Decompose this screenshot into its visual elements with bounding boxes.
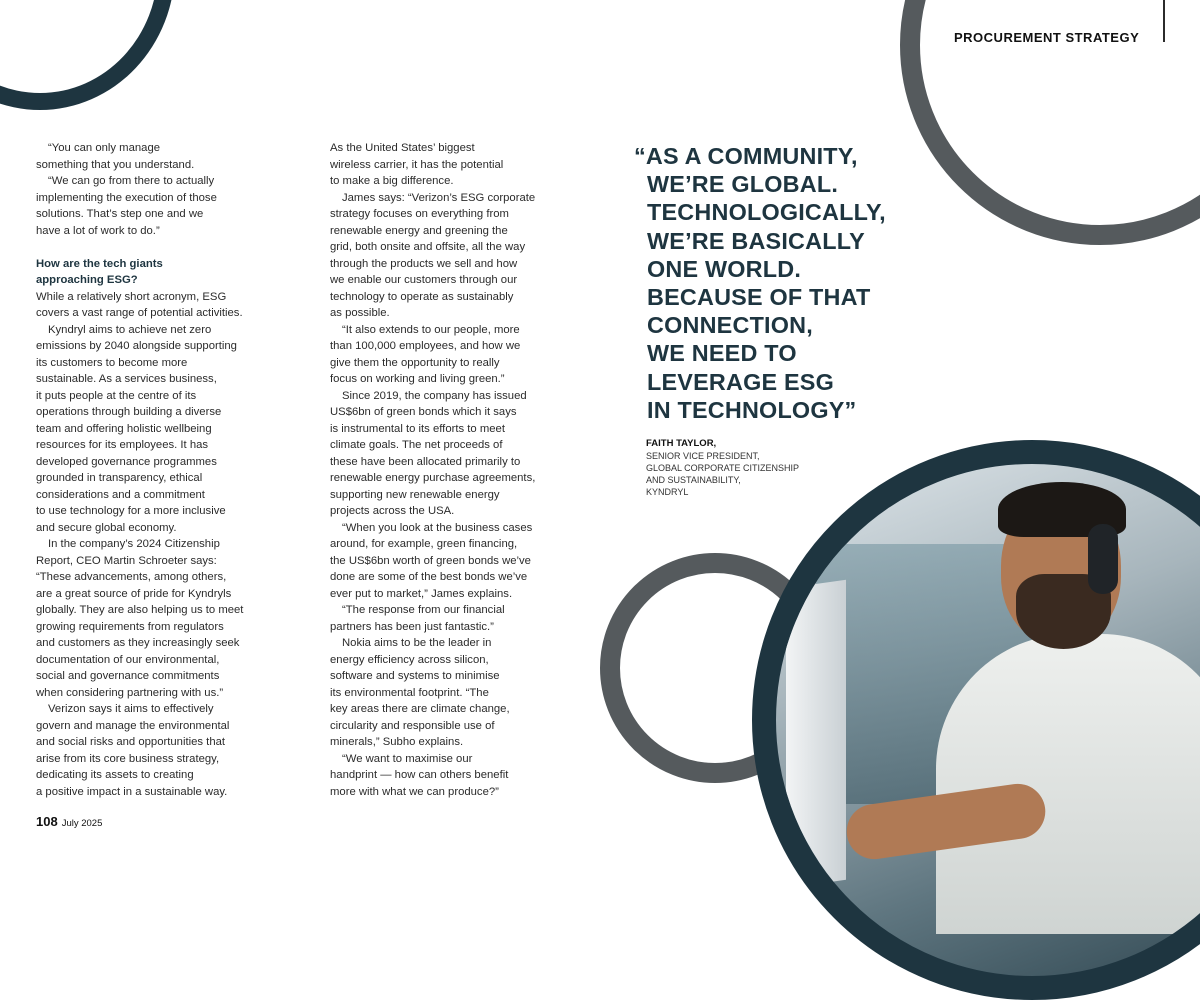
body-line: around, for example, green financing,: [330, 538, 518, 550]
body-line: energy efficiency across silicon,: [330, 653, 489, 666]
attribution-name: FAITH TAYLOR,: [646, 438, 717, 449]
body-line: done are some of the best bonds we’ve: [330, 571, 528, 583]
body-line: covers a vast range of potential activities.: [36, 307, 243, 319]
pull-quote-line: “AS A COMMUNITY,: [634, 143, 858, 169]
body-line: its customers to become more: [36, 356, 188, 369]
body-line: US$6bn of green bonds which it says: [330, 406, 517, 418]
body-line: globally. They are also helping us to meet: [36, 604, 244, 616]
body-line: “We can go from there to actually: [48, 175, 215, 187]
subheading: How are the tech giants: [36, 257, 163, 270]
body-line: dedicating its assets to creating: [36, 769, 194, 781]
body-line: While a relatively short acronym, ESG: [36, 290, 227, 303]
pull-quote-line: WE’RE GLOBAL.: [647, 171, 839, 198]
body-line: more with what we can produce?”: [330, 785, 499, 798]
headset-icon: [1088, 524, 1118, 594]
body-line: than 100,000 employees, and how we: [330, 340, 521, 352]
decorative-ring-top-left: [0, 0, 175, 110]
body-line: solutions. That’s step one and we: [36, 208, 204, 220]
body-line: Nokia aims to be the leader in: [342, 637, 492, 649]
header-rule: [1163, 0, 1165, 42]
body-line: grounded in transparency, ethical: [36, 472, 203, 484]
body-line: technology to operate as sustainably: [330, 290, 514, 303]
body-line: the US$6bn worth of green bonds we’ve: [330, 554, 531, 567]
body-line: “The response from our financial: [342, 604, 505, 616]
body-line: renewable energy purchase agreements,: [330, 472, 536, 484]
pull-quote-line: WE NEED TO: [647, 340, 797, 367]
body-line: social and governance commitments: [36, 670, 220, 682]
body-line: wireless carrier, it has the potential: [330, 158, 504, 171]
body-line: Verizon says it aims to effectively: [48, 703, 214, 715]
body-line: arise from its core business strategy,: [36, 752, 220, 765]
body-line: supporting new renewable energy: [330, 488, 500, 501]
body-line: climate goals. The net proceeds of: [330, 439, 503, 451]
body-line: these have been allocated primarily to: [330, 455, 521, 468]
body-line: as possible.: [330, 307, 390, 319]
body-line: “When you look at the business cases: [342, 521, 533, 534]
body-line: key areas there are climate change,: [330, 703, 510, 715]
body-line: through the products we sell and how: [330, 257, 518, 270]
pull-quote-line: WE’RE BASICALLY: [647, 227, 865, 254]
body-line: it puts people at the centre of its: [36, 389, 197, 402]
pull-quote-line: LEVERAGE ESG: [647, 368, 834, 395]
body-line: “It also extends to our people, more: [342, 323, 520, 336]
body-line: and secure global economy.: [36, 521, 177, 534]
body-line: when considering partnering with us.”: [36, 686, 224, 699]
body-line: its environmental footprint. “The: [330, 686, 489, 699]
article-column-2: [330, 140, 575, 800]
body-line: govern and manage the environmental: [36, 719, 230, 732]
body-line: and social risks and opportunities that: [36, 736, 226, 748]
body-line: emissions by 2040 alongside supporting: [36, 340, 237, 352]
pull-quote: [634, 142, 934, 424]
body-line: As the United States’ biggest: [330, 142, 475, 154]
body-line: documentation of our environmental,: [36, 653, 220, 666]
body-line: implementing the execution of those: [36, 191, 217, 204]
pull-quote-line: TECHNOLOGICALLY,: [647, 199, 886, 226]
article-column-1: [36, 140, 281, 800]
body-line: software and systems to minimise: [330, 670, 500, 682]
body-line: developed governance programmes: [36, 455, 217, 468]
pull-quote-line: BECAUSE OF THAT: [647, 284, 871, 311]
body-line: Since 2019, the company has issued: [342, 389, 527, 402]
body-line: renewable energy and greening the: [330, 224, 508, 237]
body-line: a positive impact in a sustainable way.: [36, 785, 228, 798]
body-line: team and offering holistic wellbeing: [36, 422, 212, 435]
pull-quote-line: ONE WORLD.: [647, 255, 802, 282]
body-line: to use technology for a more inclusive: [36, 505, 226, 517]
body-line: In the company’s 2024 Citizenship: [48, 538, 220, 550]
body-line: Kyndryl aims to achieve net zero: [48, 323, 212, 336]
body-line: “These advancements, among others,: [36, 571, 227, 583]
body-line: focus on working and living green.”: [330, 373, 505, 385]
subheading: approaching ESG?: [36, 274, 138, 286]
body-line: projects across the USA.: [330, 505, 455, 517]
portrait-photo: [752, 440, 1200, 1000]
body-line: handprint — how can others benefit: [330, 769, 509, 781]
photo-monitor: [786, 580, 846, 888]
body-line: something that you understand.: [36, 158, 195, 171]
issue-date: July 2025: [61, 818, 103, 829]
body-line: “We want to maximise our: [342, 752, 473, 765]
pull-quote-line: IN TECHNOLOGY”: [647, 396, 857, 423]
body-line: sustainable. As a services business,: [36, 373, 217, 385]
body-line: and customers as they increasingly seek: [36, 637, 240, 649]
body-line: are a great source of pride for Kyndryls: [36, 587, 232, 600]
quote-attribution: [646, 438, 799, 498]
body-line: give them the opportunity to really: [330, 356, 500, 369]
body-line: we enable our customers through our: [330, 274, 518, 286]
attribution-role-line: GLOBAL CORPORATE CITIZENSHIP: [646, 463, 800, 473]
body-line: growing requirements from regulators: [36, 620, 224, 633]
body-line: to make a big difference.: [330, 175, 454, 187]
pull-quote-line: CONNECTION,: [647, 312, 813, 339]
body-line: “You can only manage: [48, 142, 161, 154]
page-footer: [36, 814, 102, 829]
attribution-role-line: SENIOR VICE PRESIDENT,: [646, 451, 760, 461]
body-line: Report, CEO Martin Schroeter says:: [36, 554, 217, 567]
body-line: partners has been just fantastic.”: [330, 620, 494, 633]
body-line: considerations and a commitment: [36, 488, 205, 501]
page-number: 108: [36, 814, 58, 829]
body-line: James says: “Verizon’s ESG corporate: [342, 191, 536, 204]
body-line: is instrumental to its efforts to meet: [330, 422, 505, 435]
body-line: operations through building a diverse: [36, 406, 222, 418]
body-line: grid, both onsite and offsite, all the way: [330, 241, 526, 253]
body-line: minerals,” Subho explains.: [330, 736, 464, 748]
attribution-role-line: AND SUSTAINABILITY,: [646, 475, 741, 485]
body-line: strategy focuses on everything from: [330, 208, 509, 220]
section-title: PROCUREMENT STRATEGY: [954, 30, 1140, 45]
body-line: resources for its employees. It has: [36, 439, 209, 451]
attribution-role-line: KYNDRYL: [646, 487, 689, 497]
photo-person-shirt: [936, 634, 1200, 934]
body-line: circularity and responsible use of: [330, 719, 495, 732]
body-line: have a lot of work to do.”: [36, 224, 160, 237]
body-line: ever put to market,” James explains.: [330, 587, 513, 600]
